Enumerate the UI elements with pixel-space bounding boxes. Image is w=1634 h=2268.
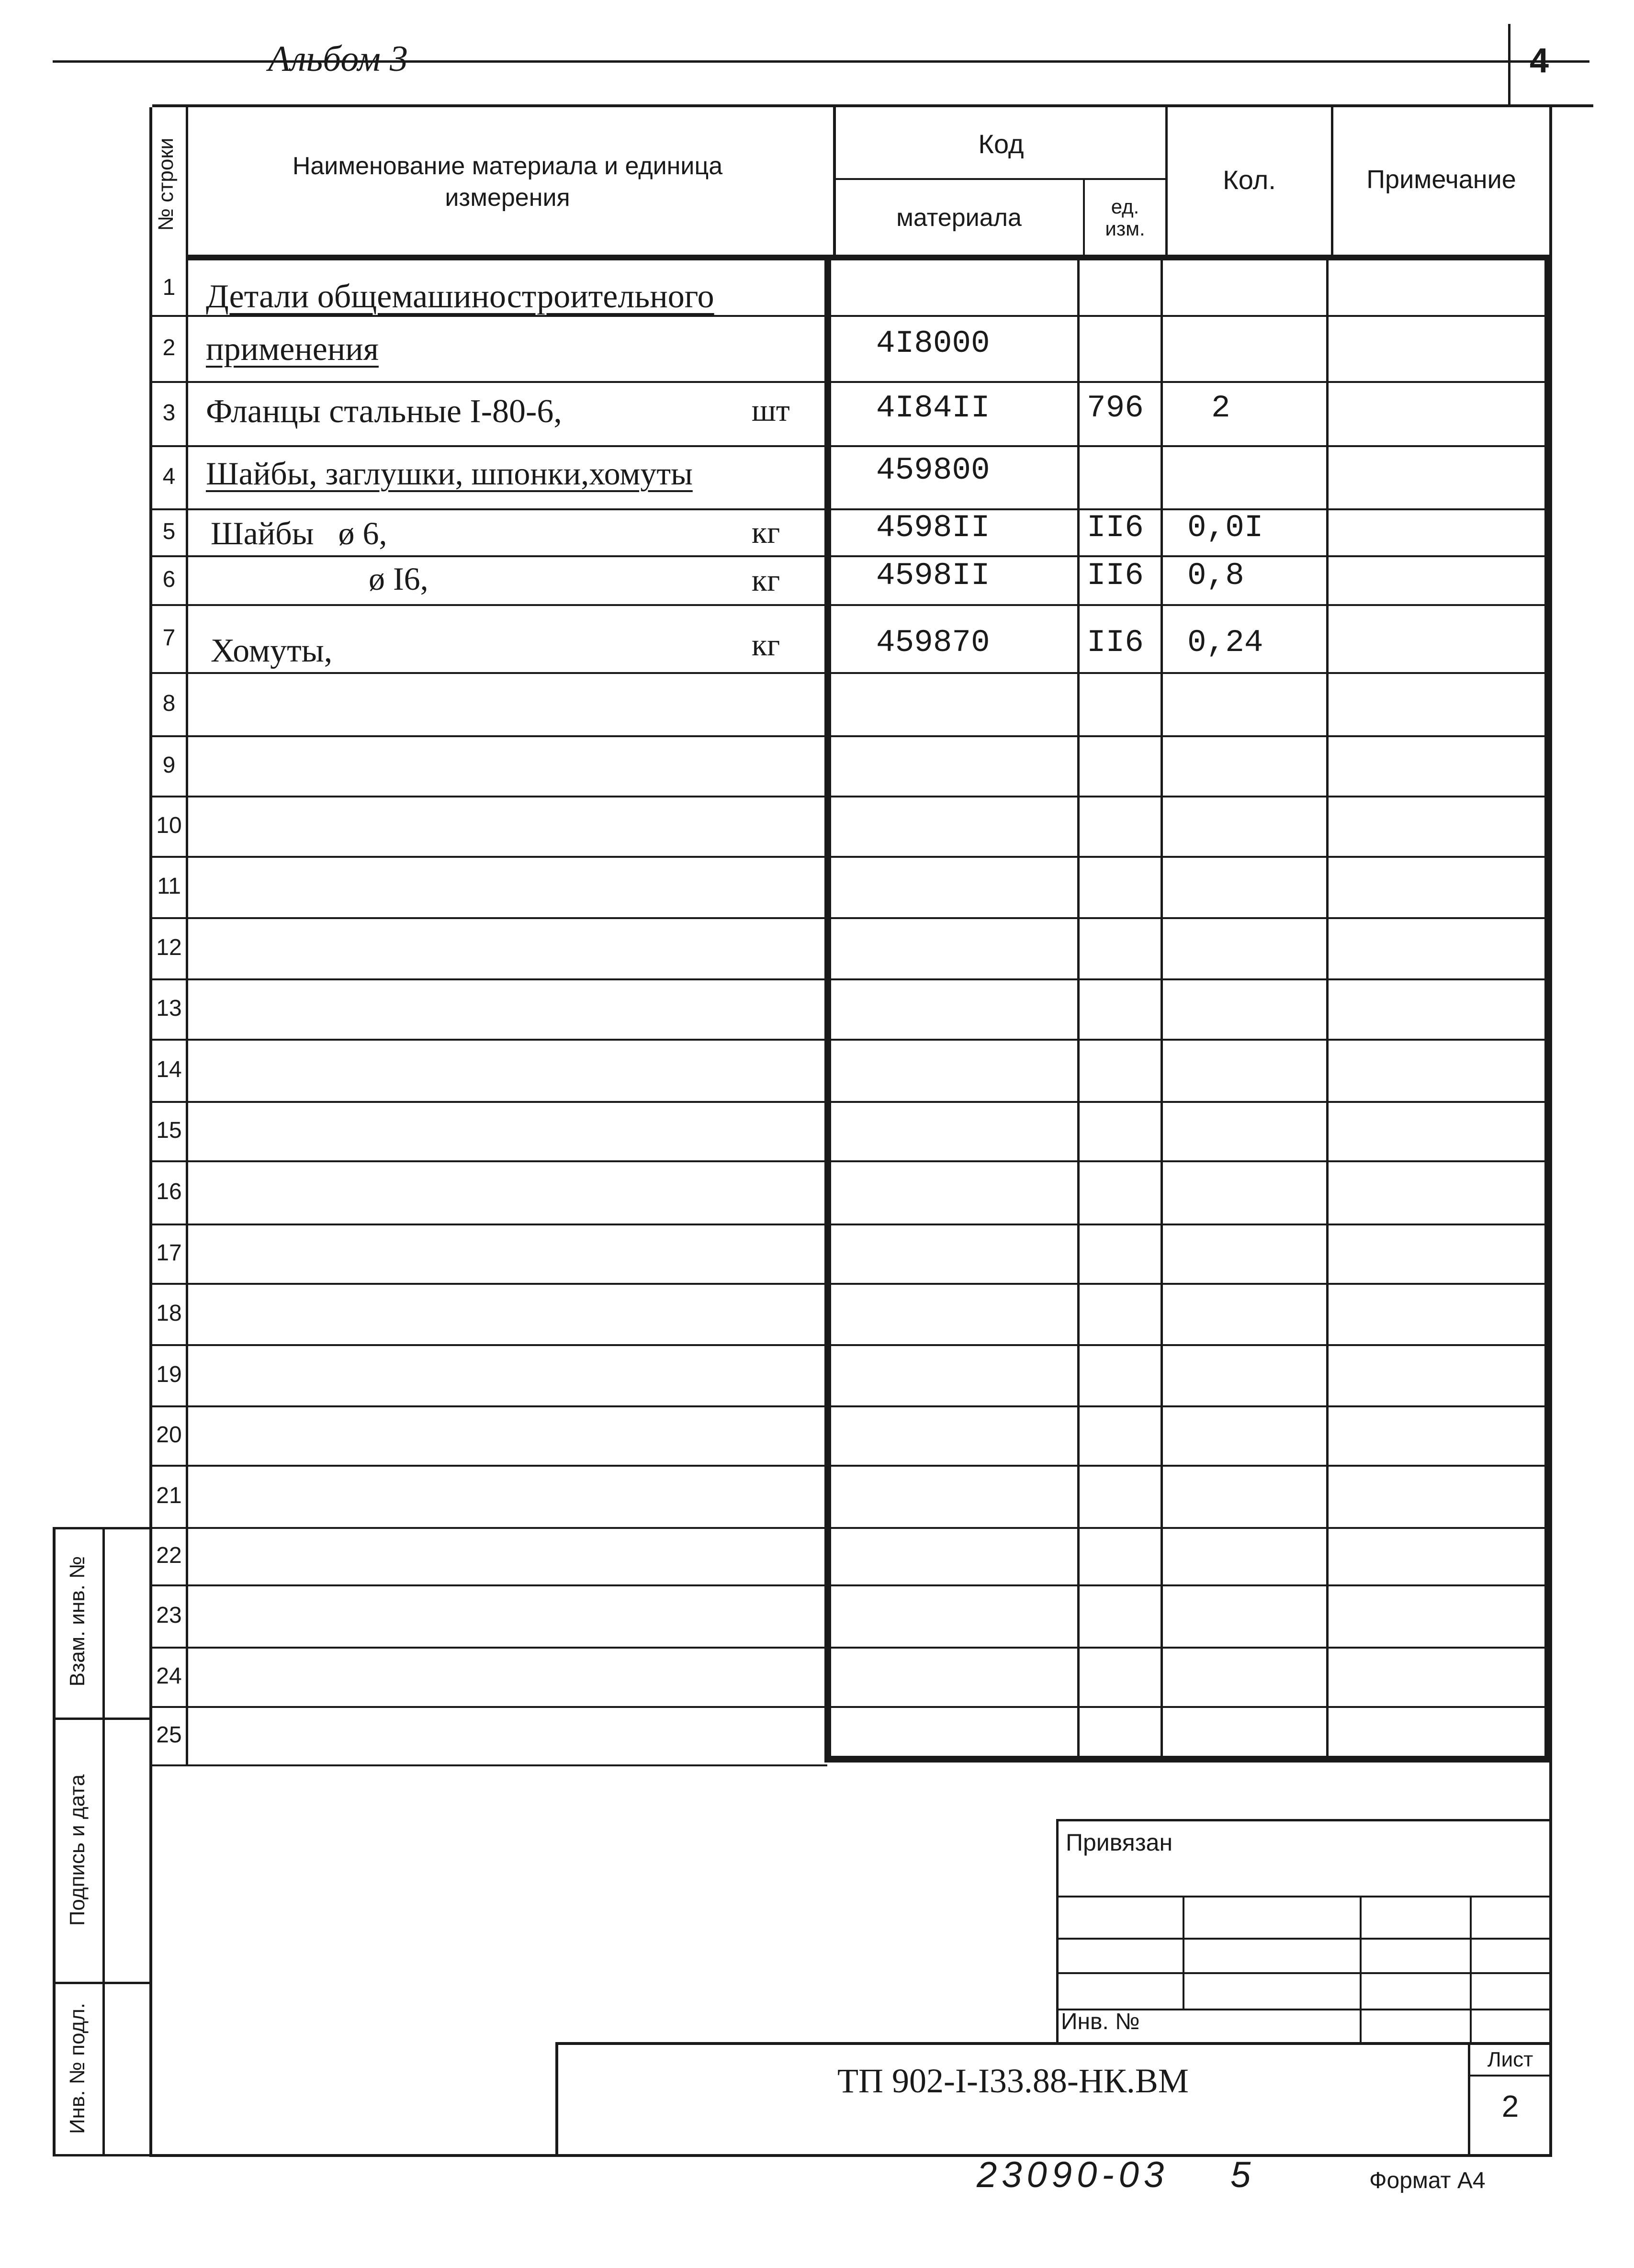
row-number: 14 — [156, 1057, 182, 1082]
table-bottom-bold — [824, 1756, 1551, 1763]
row-separator — [152, 1584, 1549, 1586]
top-rule-lower — [152, 104, 1593, 107]
row-2-name: применения — [206, 331, 379, 368]
side-stamp-left — [53, 1527, 56, 2156]
format-label: Формат А4 — [1369, 2168, 1486, 2193]
doc-code: ТП 902-I-I33.88-НК.ВМ — [837, 2061, 1189, 2100]
page-bottom-rule — [149, 2154, 1552, 2157]
row-3-code: 4I84II — [876, 390, 990, 426]
row-number: 11 — [157, 874, 181, 899]
header-bottom-rule — [186, 255, 1551, 260]
inv-original-label: Инв. № подл. — [66, 2002, 89, 2134]
row-separator — [152, 1101, 1549, 1103]
sheet-number: 2 — [1501, 2089, 1519, 2123]
code-subheader-rule — [836, 178, 1166, 180]
row-number: 13 — [156, 996, 182, 1021]
row-number: 9 — [162, 752, 176, 778]
row-separator — [152, 796, 1549, 797]
material-code-header: материала — [896, 204, 1022, 232]
row-2-code: 4I8000 — [876, 326, 990, 361]
row-number: 19 — [156, 1362, 182, 1387]
row-separator — [152, 508, 1549, 510]
row-number: 17 — [156, 1240, 182, 1266]
row-separator — [152, 1283, 1549, 1285]
side-stamp-div1 — [53, 1718, 152, 1720]
row-separator — [152, 1224, 1549, 1225]
row-4-name: Шайбы, заглушки, шпонки,хомуты — [206, 455, 693, 492]
row-number: 6 — [162, 567, 176, 592]
linked-label: Привязан — [1066, 1829, 1173, 1856]
row-5-unit: кг — [752, 515, 780, 550]
row-3-unit: шт — [752, 393, 790, 428]
col-qty-divider — [1161, 258, 1163, 1762]
linked-rule-3 — [1056, 1972, 1550, 1974]
row-6-uom: II6 — [1087, 558, 1144, 594]
row-number: 18 — [156, 1301, 182, 1326]
order-number: 23090-03 — [977, 2155, 1169, 2195]
row-separator — [152, 555, 1549, 557]
inv-no-label: Инв. № — [1061, 2009, 1140, 2034]
row-5-qty: 0,0I — [1187, 510, 1263, 546]
row-7-qty: 0,24 — [1187, 625, 1263, 661]
uom-header-line2: изм. — [1105, 217, 1145, 240]
linked-col-1 — [1183, 1897, 1184, 2009]
signature-date-label: Подпись и дата — [66, 1774, 89, 1926]
album-label: Альбом 3 — [268, 39, 408, 79]
row-6-qty: 0,8 — [1187, 558, 1244, 594]
row-separator — [152, 445, 1549, 447]
row-number: 5 — [162, 519, 176, 544]
uom-header-line1: ед. — [1111, 195, 1139, 218]
row-7-uom: II6 — [1087, 625, 1144, 661]
row-3-name: Фланцы стальные I-80-6, — [206, 393, 562, 430]
replace-inv-label: Взам. инв. № — [66, 1556, 89, 1687]
linked-block-top — [1056, 1819, 1550, 1821]
row-separator — [152, 1405, 1549, 1407]
col-code-left-bold — [824, 258, 831, 1762]
row-5-uom: II6 — [1087, 510, 1144, 546]
row-number: 2 — [162, 335, 176, 360]
copy-number: 5 — [1230, 2155, 1251, 2195]
row-number: 12 — [156, 935, 182, 960]
row-separator — [152, 672, 1549, 674]
row-number: 3 — [162, 400, 176, 426]
row-number: 10 — [156, 813, 182, 838]
note-header: Примечание — [1366, 165, 1516, 194]
row-separator — [152, 1527, 1549, 1529]
name-column-header: Наименование материала и единица измерения — [292, 152, 723, 212]
row-separator — [152, 1764, 827, 1766]
row-separator — [152, 1344, 1549, 1346]
row-separator — [152, 856, 1549, 858]
code-group-header: Код — [978, 128, 1024, 159]
row-separator — [152, 1465, 1549, 1467]
row-number: 23 — [156, 1603, 182, 1628]
col-rowno-divider — [186, 107, 188, 1764]
linked-rule-2 — [1056, 1938, 1550, 1940]
row-separator — [152, 604, 1549, 606]
row-number: 22 — [156, 1543, 182, 1568]
side-stamp-inner — [102, 1527, 105, 2156]
row-number: 8 — [162, 691, 176, 716]
row-number: 7 — [162, 625, 176, 651]
row-5-code: 4598II — [876, 510, 990, 546]
row-number-header: № строки — [154, 137, 178, 231]
sheet-label-rule — [1468, 2075, 1550, 2077]
row-3-uom: 796 — [1087, 390, 1144, 426]
col-note-divider — [1326, 258, 1329, 1762]
row-separator — [152, 1039, 1549, 1041]
row-6-unit: кг — [752, 563, 780, 598]
row-separator — [152, 978, 1549, 980]
linked-col-3 — [1470, 1897, 1472, 2044]
row-number: 24 — [156, 1663, 182, 1689]
row-separator — [152, 917, 1549, 919]
linked-col-2 — [1360, 1897, 1362, 2044]
row-number: 1 — [162, 275, 176, 300]
col-uom-divider — [1077, 258, 1080, 1762]
row-6-name: ø I6, — [369, 561, 428, 597]
row-7-name: Хомуты, — [211, 632, 333, 669]
row-number: 15 — [156, 1118, 182, 1143]
row-7-unit: кг — [752, 628, 780, 662]
row-3-qty: 2 — [1211, 390, 1230, 426]
uom-code-header — [1085, 187, 1165, 249]
row-number: 4 — [162, 464, 176, 489]
row-separator — [152, 1647, 1549, 1649]
page-number: 4 — [1530, 42, 1549, 80]
linked-rule-1 — [1056, 1896, 1550, 1897]
row-4-code: 459800 — [876, 452, 990, 488]
row-number: 20 — [156, 1422, 182, 1448]
row-number: 25 — [156, 1722, 182, 1748]
row-7-code: 459870 — [876, 625, 990, 661]
row-separator — [152, 1706, 1549, 1708]
sheet-label: Лист — [1487, 2048, 1533, 2071]
row-separator — [152, 735, 1549, 737]
col-right-bold — [1544, 258, 1551, 1762]
qty-header: Кол. — [1223, 164, 1276, 195]
row-separator — [152, 1160, 1549, 1162]
row-number: 16 — [156, 1179, 182, 1204]
row-5-name: Шайбы ø 6, — [211, 515, 387, 551]
row-number: 21 — [156, 1483, 182, 1508]
row-6-code: 4598II — [876, 558, 990, 594]
page-number-divider — [1508, 24, 1510, 105]
row-1-name: Детали общемашиностроительного — [206, 278, 714, 315]
row-separator — [152, 381, 1549, 383]
